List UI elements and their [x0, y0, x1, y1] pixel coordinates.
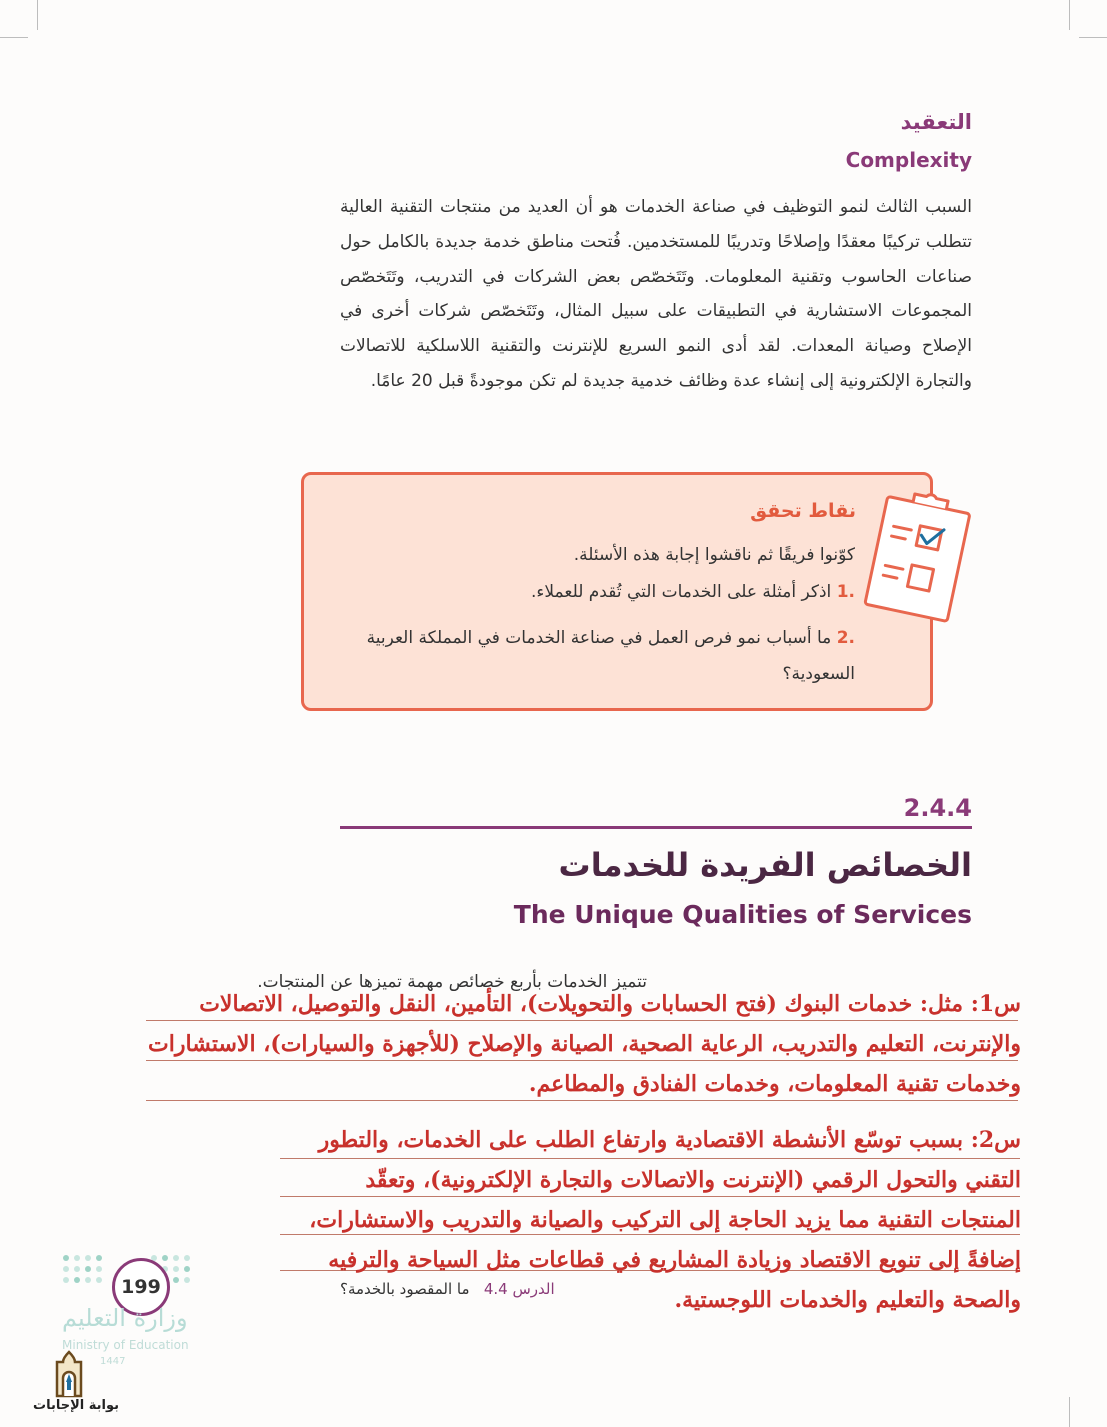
ministry-name-en: Ministry of Education [62, 1338, 189, 1352]
section-title-en: The Unique Qualities of Services [513, 900, 972, 929]
pattern-dot [74, 1277, 80, 1283]
question-2-number: .2 [836, 628, 855, 648]
crop-mark-top-left-h [0, 37, 28, 38]
lesson-title: ما المقصود بالخدمة؟ [340, 1280, 470, 1298]
site-logo-icon [44, 1350, 94, 1400]
pattern-dot [85, 1266, 91, 1272]
lesson-label: الدرس [512, 1280, 555, 1298]
pattern-dot [74, 1255, 80, 1261]
question-1 [531, 582, 855, 602]
crop-mark-top-right-v [1069, 0, 1070, 30]
answer-2: س2: بسبب توسّع الأنشطة الاقتصادية وارتفاع الطلب على الخدمات، والتطور التقني والتحول الرقمي (الإنترنت والاتصالات والتجارة الإلكترونية)، وتعقّد المنتجات التقنية مما يزيد الحاجة إلى التركيب والصيانة والتدريب والاستشارات، إضافةً إلى تنويع الاقتصاد وزيادة المشاريع في قطاعات مثل السياحة والترفيه والصحة والتعليم والخدمات اللوجستية. [309, 1127, 1021, 1313]
checkpoints-title: نقاط تحقق [750, 500, 856, 522]
pattern-dot [96, 1266, 102, 1272]
pattern-dot [96, 1277, 102, 1283]
pattern-dot [173, 1266, 179, 1272]
site-logo-text: بوابة الإجابات [33, 1398, 119, 1413]
pattern-dot [63, 1277, 69, 1283]
complexity-heading-ar: التعقيد [900, 110, 972, 134]
section-divider [340, 826, 972, 829]
answer-1: س1: مثل: خدمات البنوك (فتح الحسابات والتحويلات)، التأمين، النقل والتوصيل، الاتصالات والإنترنت، التعليم والتدريب، الرعاية الصحية، الصيانة والإصلاح (للأجهزة والسيارات)، الاستشارات وخدمات تقنية المعلومات، وخدمات الفنادق والمطاعم. [148, 991, 1021, 1097]
pattern-dot [184, 1277, 190, 1283]
clipboard-check-icon [862, 486, 974, 626]
pattern-dot [96, 1255, 102, 1261]
pattern-dot [85, 1255, 91, 1261]
pattern-dot [74, 1266, 80, 1272]
pattern-dot [184, 1255, 190, 1261]
ministry-year: 1447 [100, 1356, 126, 1367]
section-number: 2.4.4 [903, 794, 972, 822]
section-intro: تتميز الخدمات بأربع خصائص مهمة تميزها عن المنتجات. [257, 972, 647, 992]
question-2-text: ما أسباب نمو فرص العمل في صناعة الخدمات في المملكة العربية السعودية؟ [366, 628, 855, 684]
footer-lesson [340, 1280, 555, 1298]
complexity-heading-en: Complexity [845, 148, 972, 172]
pattern-dot [63, 1266, 69, 1272]
pattern-dot [173, 1255, 179, 1261]
crop-mark-top-left-v [37, 0, 38, 30]
checkpoints-intro: كوّنوا فريقًا ثم ناقشوا إجابة هذه الأسئلة. [573, 545, 855, 565]
pattern-dot [173, 1277, 179, 1283]
pattern-dot [63, 1255, 69, 1261]
pattern-dot [162, 1255, 168, 1261]
ministry-name-ar: وزارة التعليم [62, 1304, 188, 1332]
complexity-paragraph: السبب الثالث لنمو التوظيف في صناعة الخدمات هو أن العديد من منتجات التقنية العالية تتطلب تركيبًا معقدًا وإصلاحًا وتدريبًا للمستخدمين. فُتحت مناطق خدمة جديدة بالكامل حول صناعات الحاسوب وتقنية المعلومات. وتَتَخصّص بعض الشركات في التدريب، وتَتَخصّص المجموعات الاستشارية في التطبيقات على سبيل المثال، وتَتَخصّص شركات أخرى في الإصلاح وصيانة المعدات. لقد أدى النمو السريع للإنترنت والتقنية اللاسلكية للاتصالات والتجارة الإلكترونية إلى إنشاء عدة وظائف خدمية جديدة لم تكن موجودةً قبل 20 عامًا. [340, 197, 972, 391]
page-number: 199 [112, 1258, 170, 1316]
crop-mark-top-right-h [1079, 37, 1107, 38]
question-1-text: اذكر أمثلة على الخدمات التي تُقدم للعملاء. [531, 582, 832, 602]
pattern-dot [184, 1266, 190, 1272]
section-title-ar: الخصائص الفريدة للخدمات [558, 846, 972, 884]
question-2 [315, 620, 855, 692]
crop-mark-bottom-right-v [1069, 1397, 1070, 1427]
lesson-number: 4.4 [483, 1280, 508, 1298]
pattern-dot [85, 1277, 91, 1283]
question-1-number: .1 [836, 582, 855, 602]
